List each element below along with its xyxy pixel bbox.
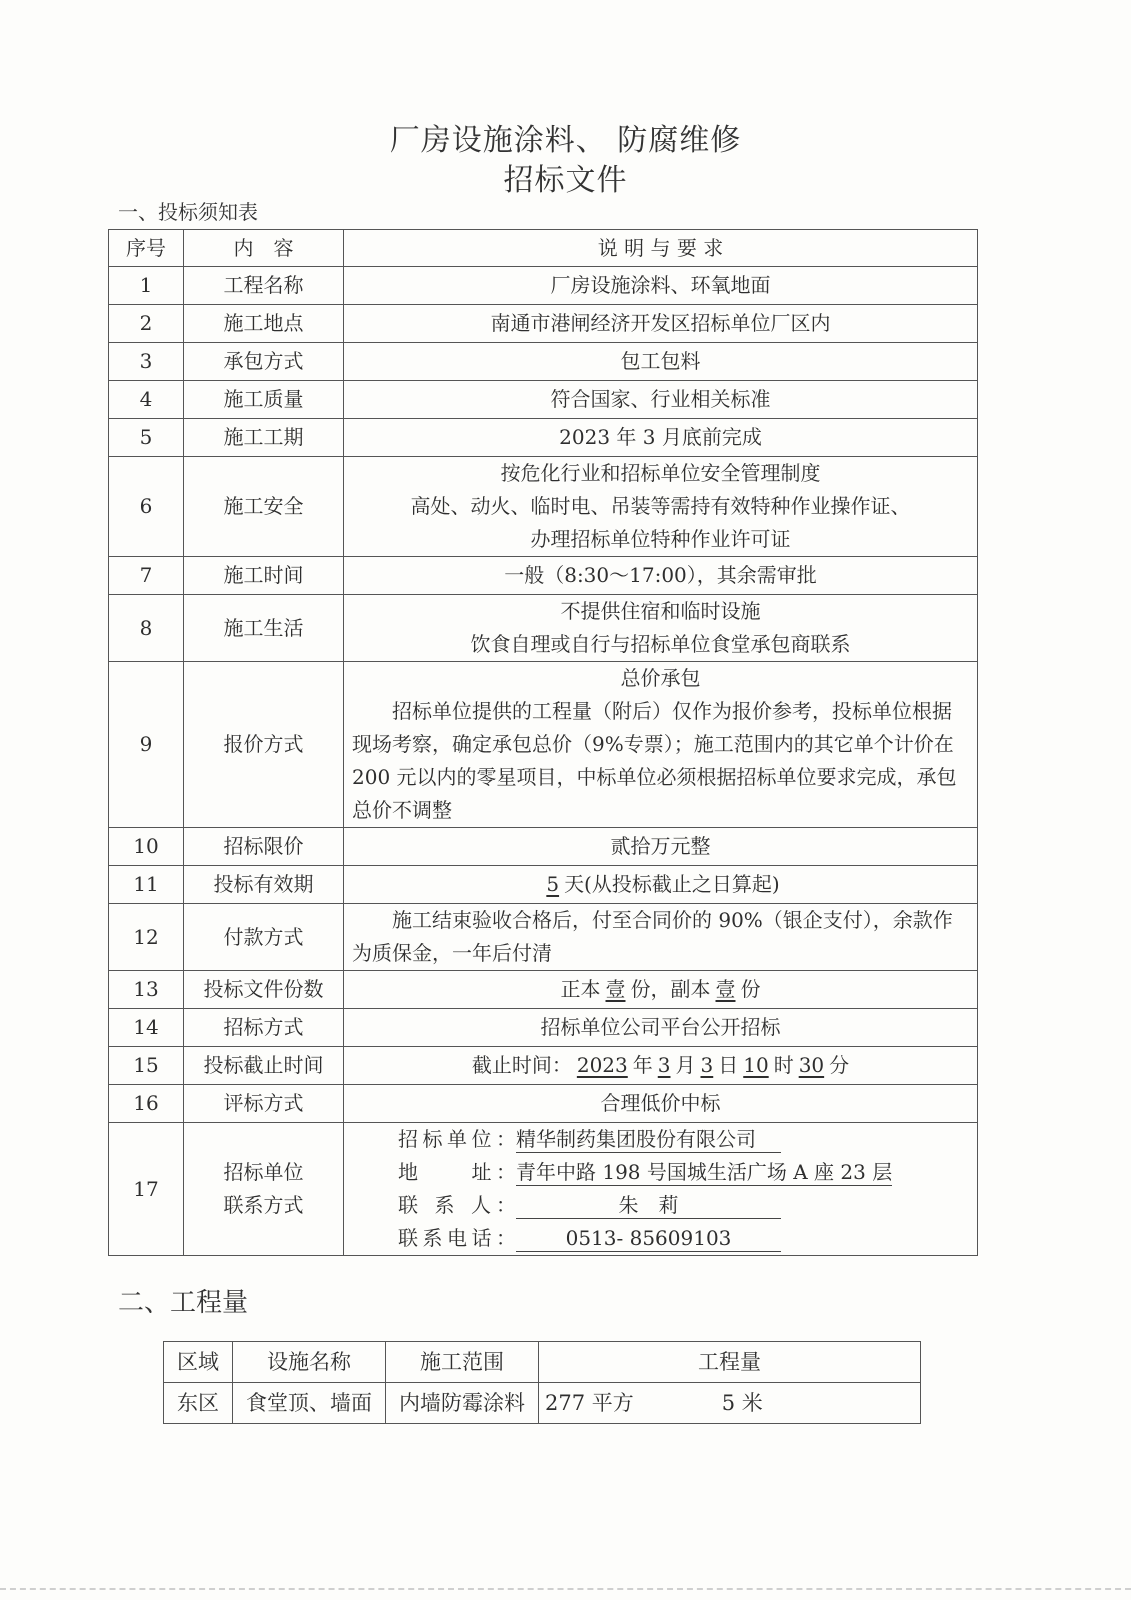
row-item: 施工时间	[184, 557, 344, 595]
header-scope: 施工范围	[386, 1342, 539, 1383]
cell-scope: 内墙防霉涂料	[386, 1383, 539, 1424]
deadline-hour: 10	[743, 1053, 769, 1077]
requirement-paragraph: 招标单位提供的工程量（附后）仅作为报价参考，投标单位根据现场考察，确定承包总价（9%专票）；施工范围内的其它单个计价在 200 元以内的零星项目，中标单位必须根据招标单位要求完成，承包总价不调整	[352, 699, 957, 822]
header-requirements: 说 明 与 要 求	[344, 230, 978, 267]
row-no: 8	[109, 595, 184, 662]
row-no: 1	[109, 267, 184, 305]
quantity-area: 277 平方	[545, 1391, 634, 1415]
contact-address	[352, 1156, 969, 1189]
table-row	[109, 305, 978, 343]
row-requirement: 厂房设施涂料、环氧地面	[344, 267, 978, 305]
deadline-hour-label: 时	[773, 1053, 794, 1077]
validity-days: 5	[546, 872, 560, 896]
row-item: 施工地点	[184, 305, 344, 343]
notice-table	[108, 229, 978, 1256]
table-header-row	[164, 1342, 921, 1383]
row-requirement: 招标单位公司平台公开招标	[344, 1009, 978, 1047]
row-no: 2	[109, 305, 184, 343]
table-row	[109, 1085, 978, 1123]
row-requirement: 一般（8:30～17:00），其余需审批	[344, 557, 978, 595]
section-1-heading: 一、投标须知表	[118, 200, 258, 224]
requirement-line: 高处、动火、临时电、吊装等需持有效特种作业操作证、	[410, 494, 911, 518]
copies-duplicate-count: 壹	[715, 977, 736, 1001]
row-no: 15	[109, 1047, 184, 1085]
table-header-row	[109, 230, 978, 267]
requirement-line: 总价承包	[620, 666, 701, 690]
deadline-month-label: 月	[675, 1053, 696, 1077]
row-no: 13	[109, 971, 184, 1009]
deadline-minute-label: 分	[829, 1053, 850, 1077]
table-row	[109, 457, 978, 557]
row-item	[184, 1123, 344, 1256]
contact-label: 联系电话：	[398, 1226, 516, 1250]
table-row	[109, 381, 978, 419]
deadline-month: 3	[657, 1053, 671, 1077]
table-row	[109, 557, 978, 595]
row-no: 17	[109, 1123, 184, 1256]
row-requirement: 符合国家、行业相关标准	[344, 381, 978, 419]
row-no: 4	[109, 381, 184, 419]
item-line: 招标单位	[223, 1160, 304, 1184]
requirement-line: 饮食自理或自行与招标单位食堂承包商联系	[470, 632, 851, 656]
row-requirement: 2023 年 3 月底前完成	[344, 419, 978, 457]
requirement-line: 不提供住宿和临时设施	[560, 599, 761, 623]
row-no: 3	[109, 343, 184, 381]
contact-person	[352, 1189, 969, 1222]
cell-quantity	[539, 1383, 921, 1424]
cell-facility: 食堂顶、墙面	[233, 1383, 386, 1424]
contact-value: 精华制药集团股份有限公司	[516, 1126, 781, 1153]
document-subtitle: 招标文件	[503, 163, 628, 198]
copies-suffix: 份	[740, 977, 761, 1001]
row-requirement	[344, 457, 978, 557]
row-item: 施工质量	[184, 381, 344, 419]
copies-original-count: 壹	[605, 977, 626, 1001]
row-item: 付款方式	[184, 904, 344, 971]
table-row	[164, 1383, 921, 1424]
table-row	[109, 267, 978, 305]
table-row	[109, 343, 978, 381]
table-row	[109, 1009, 978, 1047]
item-line: 联系方式	[223, 1193, 304, 1217]
quantity-table	[163, 1341, 921, 1424]
row-requirement	[344, 662, 978, 828]
table-row	[109, 1047, 978, 1085]
deadline-minute: 30	[798, 1053, 825, 1077]
contact-company	[352, 1123, 969, 1156]
table-row	[109, 419, 978, 457]
row-requirement	[344, 1047, 978, 1085]
section-2-heading: 二、工程量	[118, 1288, 249, 1318]
row-item: 招标方式	[184, 1009, 344, 1047]
row-no: 5	[109, 419, 184, 457]
validity-suffix: 天(从投标截止之日算起)	[564, 872, 780, 896]
row-requirement: 南通市港闸经济开发区招标单位厂区内	[344, 305, 978, 343]
row-item: 施工工期	[184, 419, 344, 457]
row-item: 评标方式	[184, 1085, 344, 1123]
requirement-line: 办理招标单位特种作业许可证	[530, 527, 791, 551]
row-no: 9	[109, 662, 184, 828]
row-item: 投标有效期	[184, 866, 344, 904]
requirement-line: 按危化行业和招标单位安全管理制度	[500, 461, 821, 485]
contact-phone	[352, 1222, 969, 1255]
row-item: 工程名称	[184, 267, 344, 305]
row-requirement	[344, 595, 978, 662]
row-requirement: 施工结束验收合格后，付至合同价的 90%（银企支付），余款作为质保金，一年后付清	[344, 904, 978, 971]
row-no: 6	[109, 457, 184, 557]
deadline-day: 3	[700, 1053, 714, 1077]
row-item: 投标截止时间	[184, 1047, 344, 1085]
contact-label: 地 址：	[398, 1160, 516, 1184]
table-row	[109, 828, 978, 866]
copies-original-label: 正本	[560, 977, 601, 1001]
table-row	[109, 971, 978, 1009]
row-requirement: 包工包料	[344, 343, 978, 381]
document-title: 厂房设施涂料、 防腐维修	[389, 123, 742, 158]
row-requirement: 合理低价中标	[344, 1085, 978, 1123]
row-item: 招标限价	[184, 828, 344, 866]
header-facility: 设施名称	[233, 1342, 386, 1383]
deadline-day-label: 日	[718, 1053, 739, 1077]
row-item: 施工安全	[184, 457, 344, 557]
row-requirement	[344, 971, 978, 1009]
scan-edge-line	[0, 1588, 1131, 1592]
row-requirement	[344, 866, 978, 904]
row-no: 10	[109, 828, 184, 866]
deadline-prefix: 截止时间：	[471, 1053, 572, 1077]
table-row	[109, 662, 978, 828]
row-requirement	[344, 1123, 978, 1256]
row-no: 14	[109, 1009, 184, 1047]
row-item: 投标文件份数	[184, 971, 344, 1009]
cell-area: 东区	[164, 1383, 233, 1424]
row-no: 16	[109, 1085, 184, 1123]
table-row	[109, 595, 978, 662]
header-quantity: 工程量	[539, 1342, 921, 1383]
table-row	[109, 1123, 978, 1256]
row-item: 报价方式	[184, 662, 344, 828]
header-item: 内 容	[184, 230, 344, 267]
row-no: 12	[109, 904, 184, 971]
row-requirement: 贰拾万元整	[344, 828, 978, 866]
header-no: 序号	[109, 230, 184, 267]
contact-value: 0513- 85609103	[516, 1225, 781, 1252]
row-item: 施工生活	[184, 595, 344, 662]
copies-mid-label: 份，副本	[630, 977, 711, 1001]
deadline-year: 2023	[576, 1053, 628, 1077]
table-row	[109, 904, 978, 971]
row-no: 7	[109, 557, 184, 595]
header-area: 区域	[164, 1342, 233, 1383]
deadline-year-label: 年	[632, 1053, 653, 1077]
contact-value: 青年中路 198 号国城生活广场 A 座 23 层	[516, 1160, 893, 1184]
contact-label: 招标单位：	[398, 1127, 516, 1151]
contact-label: 联 系 人：	[398, 1193, 516, 1217]
row-no: 11	[109, 866, 184, 904]
contact-value: 朱 莉	[516, 1192, 781, 1219]
table-row	[109, 866, 978, 904]
row-item: 承包方式	[184, 343, 344, 381]
quantity-length: 5 米	[721, 1391, 763, 1415]
